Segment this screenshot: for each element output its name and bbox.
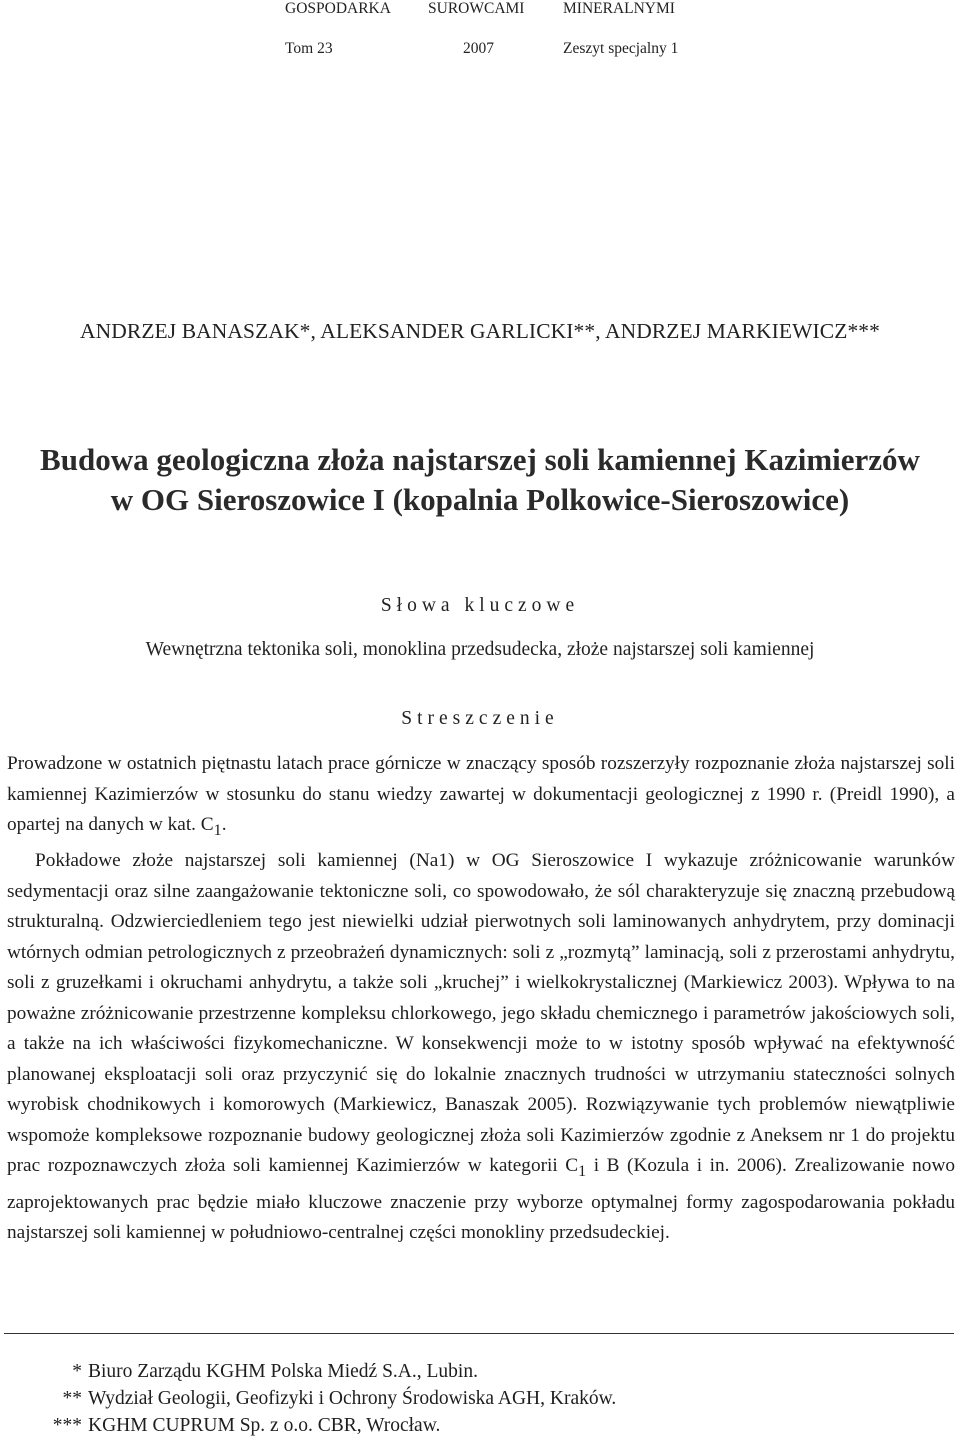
- keywords-text: Wewnętrzna tektonika soli, monoklina przedsudecka, złoże najstarszej soli kamiennej: [145, 639, 815, 660]
- abstract-heading: Streszczenie: [401, 708, 559, 729]
- footnote-divider: [4, 1333, 954, 1334]
- footnote-1-mark: *: [72, 1361, 82, 1382]
- article-title-line-1: Budowa geologiczna złoża najstarszej soli kamiennej Kazimierzów: [40, 442, 920, 477]
- footnote-3-mark: ***: [52, 1415, 82, 1436]
- abstract-p1-text: Prowadzone w ostatnich piętnastu latach prace górnicze w znaczący sposób rozszerzyły rozpoznanie złoża najstarszej soli kamiennej Kazimierzów w stosunku do stanu wiedzy zawartej w dokumentacji geologicznej z 1990 r. (Preidl 1990), a opartej na danych w kat. C: [7, 753, 955, 835]
- footnote-3-text: KGHM CUPRUM Sp. z o.o. CBR, Wrocław.: [88, 1415, 441, 1436]
- abstract-paragraph-2: [7, 846, 955, 1248]
- footnote-3: [0, 1415, 700, 1437]
- abstract-p2-subscript: 1: [578, 1163, 587, 1181]
- abstract-p1-subscript: 1: [213, 821, 222, 839]
- abstract-p2-text-1: Pokładowe złoże najstarszej soli kamiennej (Na1) w OG Sieroszowice I wykazuje zróżnicowanie warunków sedymentacji oraz silne zaangażowanie tektoniczne soli, co spowodowało, że sól charakteryzuje się znaczną przebudową strukturalną. Odzwierciedleniem tego jest niewielki udział pierwotnych soli laminowanych anhydrytem, przy dominacji wtórnych odmian petrologicznych z przeobrażeń dynamicznych: soli z „rozmytą” laminacją, soli z przerostami anhydrytu, soli z gruzełkami i okruchami anhydrytu, a także soli „kruchej” i wielkokrystalicznej (Markiewicz 2003). Wpływa to na poważne zróżnicowanie przestrzenne kompleksu chlorkowego, jego składu chemicznego i parametrów jakościowych soli, a także na ich właściwości fizykomechaniczne. W konsekwencji może to w istotny sposób wpływać na efektywność planowanej eksploatacji soli oraz przyczynić się do lokalnie znacznych trudności w utrzymaniu stateczności solnych wyrobisk chodnikowych i komorowych (Markiewicz, Banaszak 2005). Rozwiązywanie tych problemów niewątpliwie wspomoże kompleksowe rozpoznanie budowy geologicznej złoża soli Kazimierzów zgodnie z Aneksem nr 1 do projektu prac rozpoznawczych złoża soli kamiennej Kazimierzów w kategorii C: [7, 850, 955, 1177]
- article-title-line-2: w OG Sieroszowice I (kopalnia Polkowice-Sieroszowice): [110, 482, 850, 517]
- footnote-2: [0, 1388, 700, 1410]
- author-list: ANDRZEJ BANASZAK*, ALEKSANDER GARLICKI**, ANDRZEJ MARKIEWICZ***: [80, 319, 880, 343]
- journal-volume: Tom 23: [285, 40, 333, 57]
- journal-name-word-2: SUROWCAMI: [428, 0, 525, 17]
- footnote-2-text: Wydział Geologii, Geofizyki i Ochrony Środowiska AGH, Kraków.: [88, 1388, 617, 1409]
- journal-name-word-3: MINERALNYMI: [563, 0, 675, 17]
- journal-year: 2007: [463, 40, 494, 57]
- abstract-p1-end: .: [221, 814, 227, 835]
- article-title: [0, 440, 960, 520]
- footnote-1-text: Biuro Zarządu KGHM Polska Miedź S.A., Lubin.: [88, 1361, 478, 1382]
- abstract-paragraph-1: [7, 749, 955, 846]
- abstract-p2-text-2: i B (Kozula i in. 2006). Zrealizowanie nowo zaprojektowanych prac będzie miało kluczowe znaczenie przy wyborze optymalnej formy zagospodarowania pokładu najstarszej soli kamiennej w południowo-centralnej części monokliny przedsudeckiej.: [7, 1155, 956, 1244]
- abstract-body: [7, 749, 955, 1249]
- journal-name-word-1: GOSPODARKA: [285, 0, 391, 17]
- journal-issue: Zeszyt specjalny 1: [563, 40, 679, 57]
- footnote-1: [0, 1361, 700, 1383]
- keywords-heading: Słowa kluczowe: [380, 595, 580, 616]
- footnote-2-mark: **: [62, 1388, 82, 1409]
